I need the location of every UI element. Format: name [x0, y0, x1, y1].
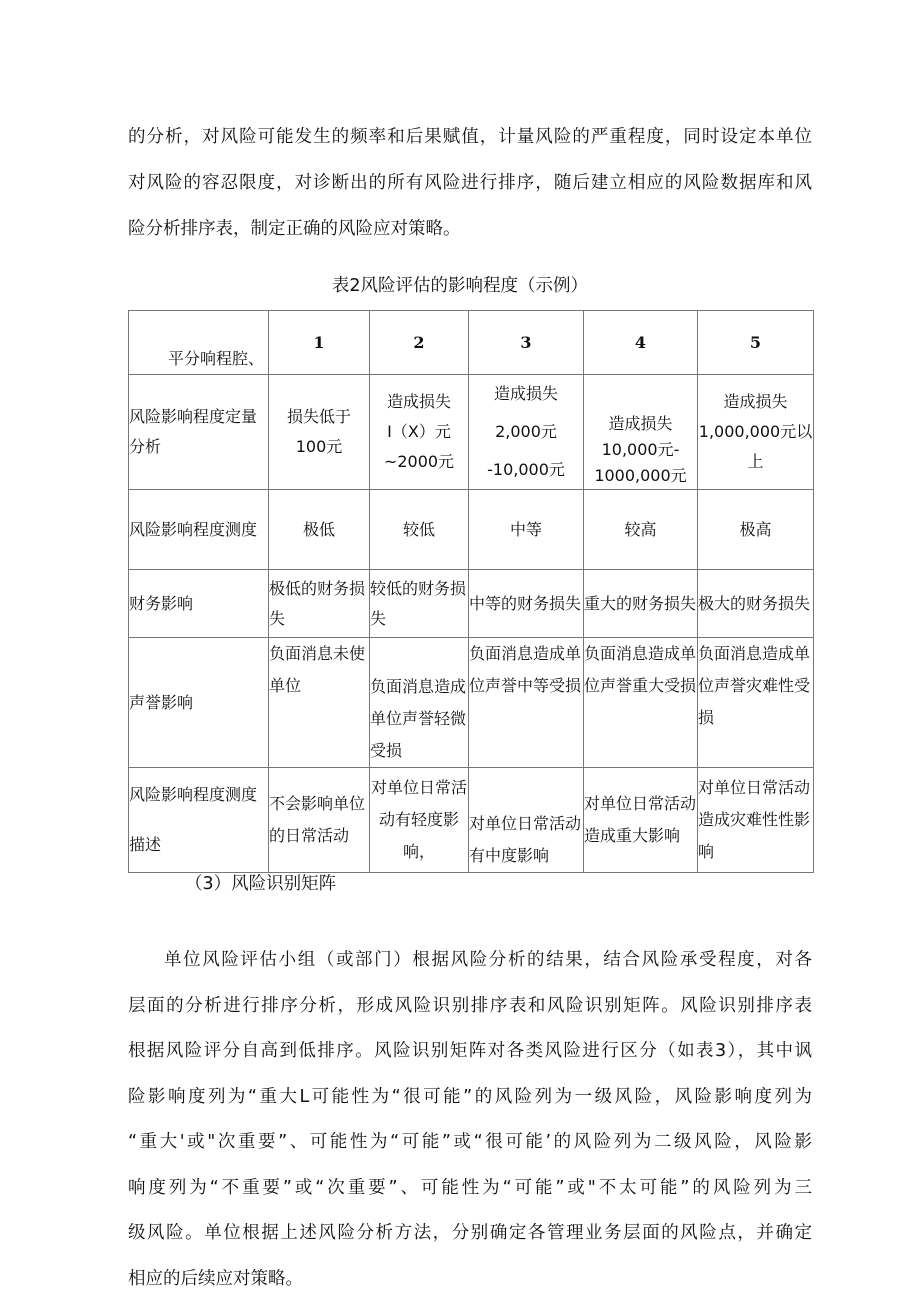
table-caption: 表2风险评估的影响程度（示例） [0, 272, 920, 297]
table-cell: 中等 [469, 490, 584, 570]
risk-impact-table [128, 310, 814, 873]
intro-paragraph [128, 114, 812, 252]
table-cell: 造成损失 10,000元- 1000,000元 [584, 375, 698, 490]
row-label: 声誉影响 [129, 638, 269, 768]
table-cell: 对单位日常活动造成灾难性性影响 [698, 768, 814, 873]
text-line: 根据风险评分自高到低排序。风险识别矩阵对各类风险进行区分（如表3），其中讽 [128, 1029, 812, 1075]
text-line: 层面的分析进行排序分析，形成风险识别排序表和风险识别矩阵。风险识别排序表 [128, 984, 812, 1030]
table-cell: 负面消息造成单位声誉重大受损 [584, 638, 698, 768]
row-label: 财务影响 [129, 570, 269, 638]
header-corner: 平分响程腔、 [129, 311, 269, 375]
table-row [129, 638, 814, 768]
text-line: 响度列为“不重要”或“次重要”、可能性为“可能”或"不太可能”的风险列为三 [128, 1166, 812, 1212]
table-cell: 对单位日常活动有中度影响 [469, 768, 584, 873]
table-row [129, 375, 814, 490]
table-row [129, 490, 814, 570]
score-header: 2 [370, 311, 469, 375]
table-cell: 极大的财务损失 [698, 570, 814, 638]
table-row [129, 768, 814, 873]
table-cell: 造成损失 2,000元 -10,000元 [469, 375, 584, 490]
body-paragraph [128, 938, 812, 1302]
table-cell: 较高 [584, 490, 698, 570]
text-line: 险影响度列为“重大L可能性为“很可能”的风险列为一级风险，风险影响度列为 [128, 1075, 812, 1121]
table-cell: 不会影响单位的日常活动 [269, 768, 370, 873]
table-cell: 较低 [370, 490, 469, 570]
row-label: 风险影响程度定量分析 [129, 375, 269, 490]
score-header: 3 [469, 311, 584, 375]
score-header: 1 [269, 311, 370, 375]
table-cell: 损失低于 100元 [269, 375, 370, 490]
table-cell: 极低的财务损失 [269, 570, 370, 638]
table-row [129, 570, 814, 638]
table-cell: 造成损失 1,000,000元以上 [698, 375, 814, 490]
table-cell: 较低的财务损失 [370, 570, 469, 638]
table-cell: 对单位日常活动有轻度影响， [370, 768, 469, 873]
table-cell: 负面消息造成单位声誉轻微受损 [370, 638, 469, 768]
table-cell: 重大的财务损失 [584, 570, 698, 638]
text-line: 险分析排序表，制定正确的风险应对策略。 [128, 206, 812, 252]
text-line: 相应的后续应对策略。 [128, 1257, 812, 1302]
table-cell: 负面消息造成单位声誉中等受损 [469, 638, 584, 768]
text-line: 单位风险评估小组（或部门）根据风险分析的结果，结合风险承受程度，对各 [128, 938, 812, 984]
table-cell: 极高 [698, 490, 814, 570]
row-label: 风险影响程度测度 [129, 490, 269, 570]
row-label: 风险影响程度测度描述 [129, 768, 269, 873]
table-cell: 中等的财务损失 [469, 570, 584, 638]
score-header: 5 [698, 311, 814, 375]
table-cell: 负面消息造成单位声誉灾难性受损 [698, 638, 814, 768]
table-cell: 对单位日常活动造成重大影响 [584, 768, 698, 873]
text-line: 级风险。单位根据上述风险分析方法，分别确定各管理业务层面的风险点，并确定 [128, 1211, 812, 1257]
table-cell: 负面消息未使单位 [269, 638, 370, 768]
text-line: 的分析，对风险可能发生的频率和后果赋值，计量风险的严重程度，同时设定本单位 [128, 114, 812, 160]
table-header-row [129, 311, 814, 375]
table-cell: 造成损失 I（X）元 ~2000元 [370, 375, 469, 490]
score-header: 4 [584, 311, 698, 375]
text-line: 对风险的容忍限度，对诊断出的所有风险进行排序，随后建立相应的风险数据库和风 [128, 160, 812, 206]
text-line: “重大'或"次重要”、可能性为“可能”或“很可能’的风险列为二级风险，风险影 [128, 1120, 812, 1166]
table-cell: 极低 [269, 490, 370, 570]
section-subheading: （3）风险识别矩阵 [185, 870, 336, 895]
